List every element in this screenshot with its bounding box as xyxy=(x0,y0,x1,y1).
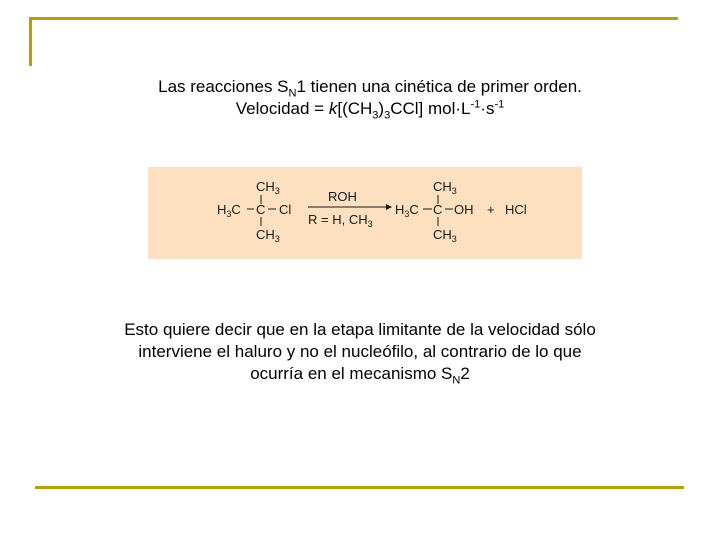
reaction-condition: R = H, $CH_3$ xyxy=(308,212,373,229)
product-top-methyl: $CH_3$ xyxy=(433,179,457,196)
bottom-methyl-group: $CH_3$ xyxy=(256,227,280,244)
slide-heading xyxy=(60,76,680,120)
paragraph-text: ocurría en el mecanismo S xyxy=(250,364,453,383)
rate-constant: k xyxy=(328,99,338,118)
rate-text: CCl] mol·L xyxy=(390,99,471,118)
heading-text: Las reacciones S xyxy=(158,77,289,96)
product-central-carbon: C xyxy=(433,202,443,217)
reagent-label: ROH xyxy=(328,189,357,204)
rate-equation xyxy=(60,98,680,120)
central-carbon: C xyxy=(256,202,266,217)
chlorine-atom: Cl xyxy=(279,202,292,217)
rate-subscript: 3 xyxy=(372,109,379,122)
frame-bottom-rule xyxy=(35,486,684,489)
reaction-scheme-svg xyxy=(148,167,582,259)
left-methyl-group: $H_3C$ xyxy=(217,202,241,219)
plus-sign: + xyxy=(487,202,495,217)
explanation-paragraph xyxy=(70,319,650,385)
heading-line-1 xyxy=(60,76,680,98)
rate-text: ) xyxy=(378,99,385,118)
frame-top-rule xyxy=(29,17,678,20)
rate-subscript: 3 xyxy=(384,109,391,122)
paragraph-text: 2 xyxy=(460,364,470,383)
rate-text: ·s xyxy=(480,99,495,118)
product-left-methyl: $H_3C$ xyxy=(395,202,419,219)
reaction-arrowhead xyxy=(386,204,392,210)
hcl-product: HCl xyxy=(505,202,527,217)
paragraph-line-3 xyxy=(70,363,650,385)
rate-superscript: -1 xyxy=(470,98,481,111)
heading-subscript: N xyxy=(288,87,297,100)
rate-superscript: -1 xyxy=(494,98,505,111)
paragraph-line-2: interviene el haluro y no el nucleófilo, al contrario de lo que xyxy=(138,342,582,361)
heading-text: 1 tienen una cinética de primer orden. xyxy=(296,77,582,96)
rate-text: [(CH xyxy=(337,99,373,118)
top-methyl-group: $CH_3$ xyxy=(256,179,280,196)
paragraph-line-1: Esto quiere decir que en la etapa limitante de la velocidad sólo xyxy=(124,320,596,339)
reaction-scheme xyxy=(148,167,582,259)
hydroxyl-group: OH xyxy=(454,202,474,217)
product-bottom-methyl: $CH_3$ xyxy=(433,227,457,244)
frame-left-rule xyxy=(29,17,32,66)
rate-text: Velocidad = xyxy=(235,99,329,118)
paragraph-subscript: N xyxy=(452,374,461,387)
